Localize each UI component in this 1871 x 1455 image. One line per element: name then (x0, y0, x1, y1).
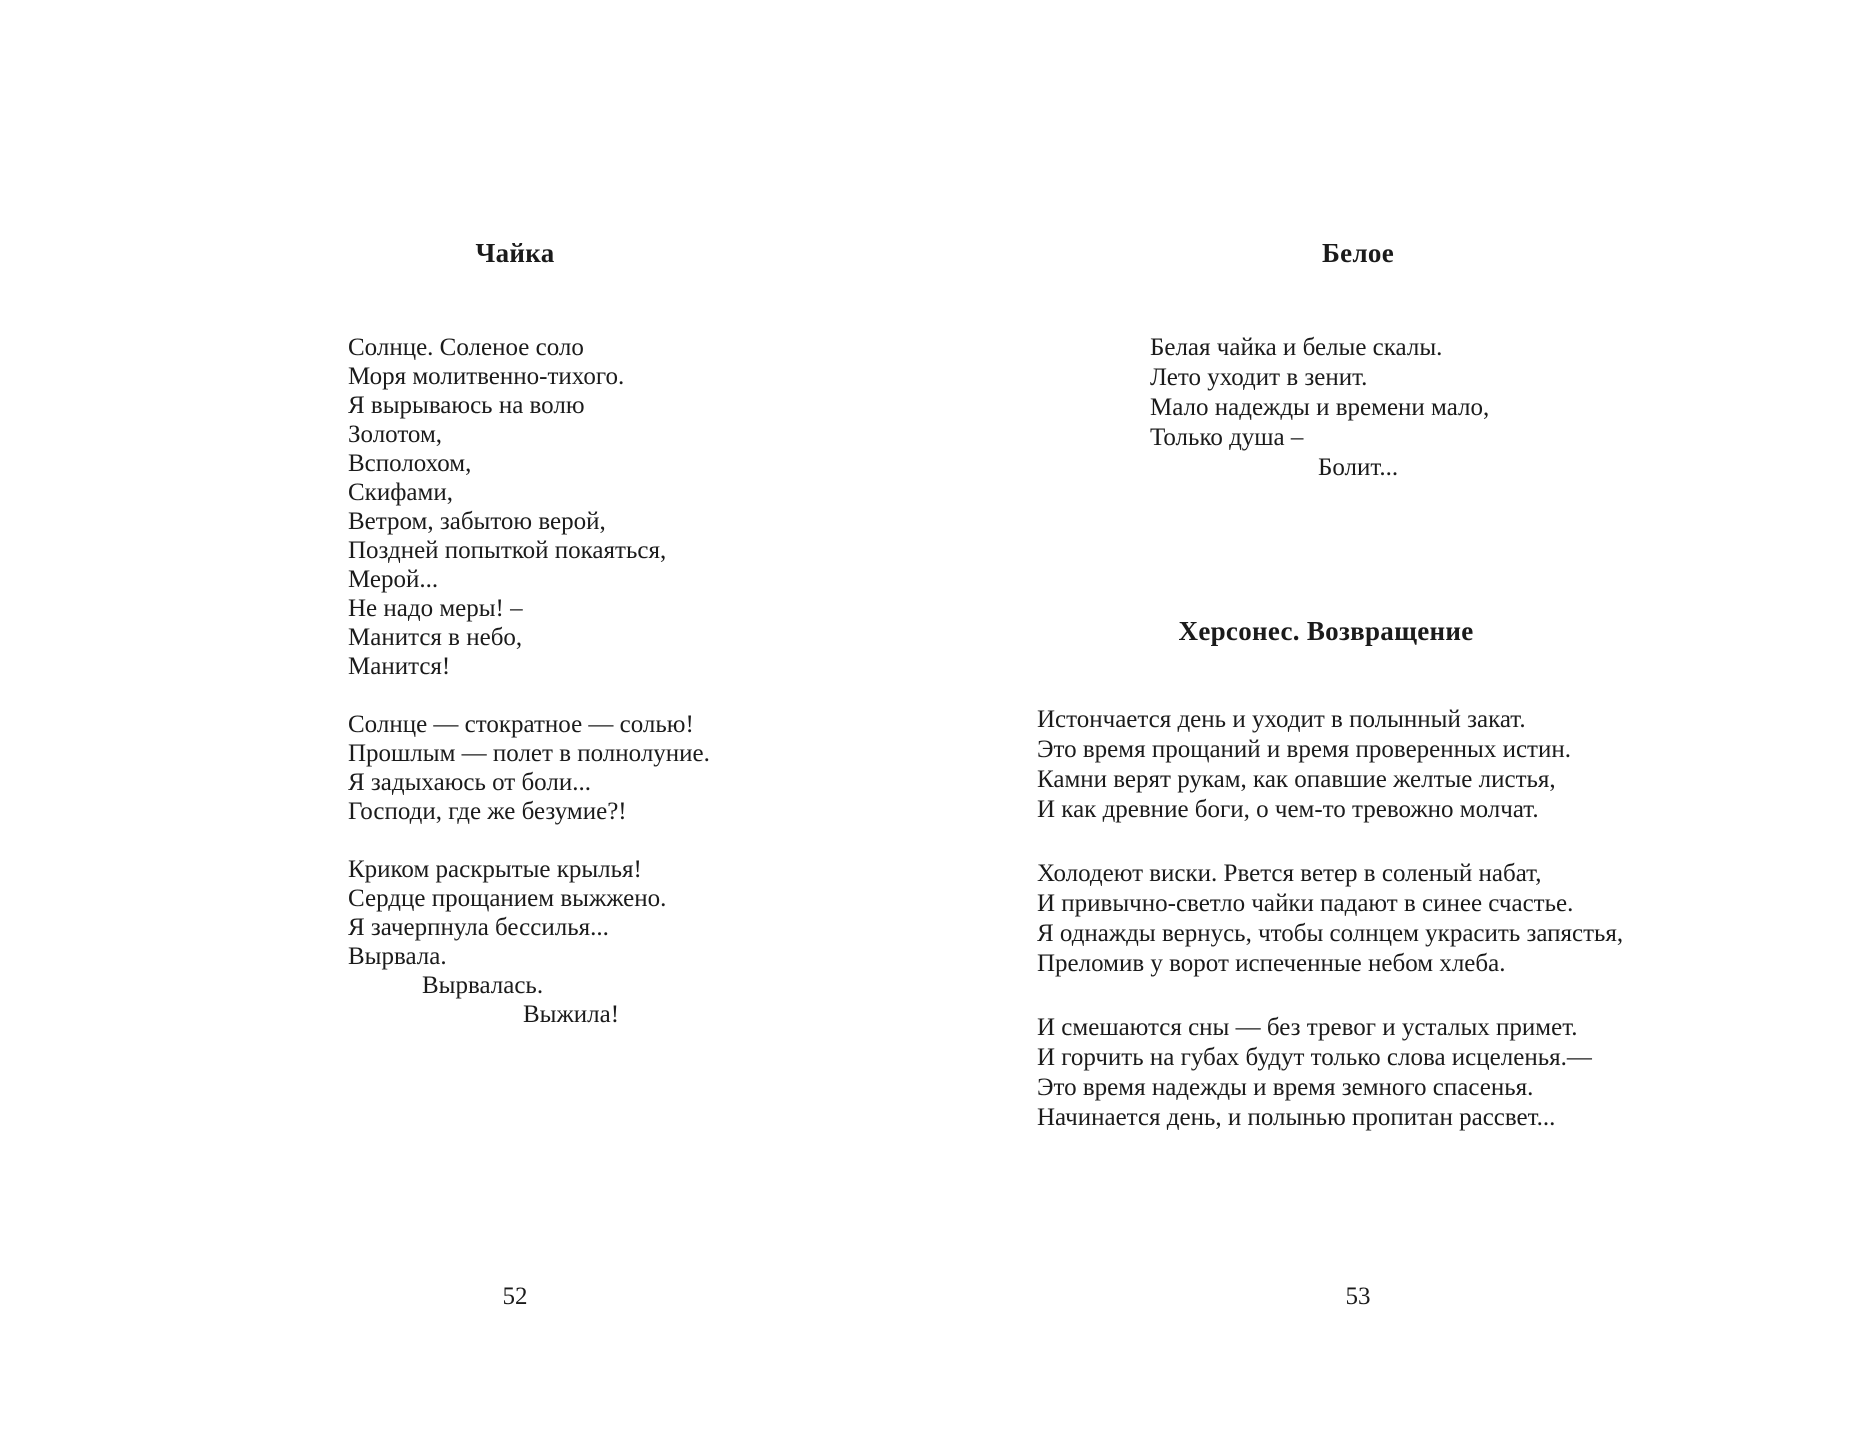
poem-body-chaika (348, 333, 908, 1029)
poem-line: Болит... (1318, 454, 1399, 481)
poem-line: Золотом, (348, 421, 443, 448)
poem-line: Истончается день и уходит в полынный закат. (1037, 706, 1526, 733)
poem-line: Вырвалась. (422, 972, 544, 999)
poem-line: И как древние боги, о чем-то тревожно молчат. (1037, 796, 1539, 823)
stanza (1037, 1013, 1737, 1133)
poem-body-khersones (1037, 705, 1737, 1133)
poem-line: Начинается день, и полынью пропитан рассвет... (1037, 1104, 1556, 1131)
poem-line: Холодеют виски. Рвется ветер в соленый набат, (1037, 860, 1542, 887)
poem-line: Солнце — стократное — солью! (348, 711, 694, 738)
stanza (1150, 333, 1710, 483)
poem-title-khersones: Херсонес. Возвращение (1178, 616, 1474, 646)
poem-line: Я задыхаюсь от боли... (348, 769, 591, 796)
poem-line: Это время надежды и время земного спасенья. (1037, 1074, 1534, 1101)
poem-line: Сердце прощанием выжжено. (348, 885, 667, 912)
poem-line: Мало надежды и времени мало, (1150, 394, 1490, 421)
stanza (348, 333, 908, 681)
poem-line: Поздней попыткой покаяться, (348, 537, 667, 564)
poem-line: И горчить на губах будут только слова исцеленья.— (1037, 1044, 1592, 1071)
poem-line: Это время прощаний и время проверенных истин. (1037, 736, 1571, 763)
poem-line: Манится! (348, 653, 451, 680)
poem-line: И смешаются сны — без тревог и усталых примет. (1037, 1014, 1578, 1041)
poem-line: Прошлым — полет в полнолуние. (348, 740, 710, 767)
poem-line: Моря молитвенно-тихого. (348, 363, 625, 390)
page-number-right: 53 (1345, 1283, 1371, 1310)
poem-line: Манится в небо, (348, 624, 523, 651)
poem-title-chaika: Чайка (475, 238, 555, 268)
poem-body-beloe (1150, 333, 1710, 483)
poem-line: Я однажды вернусь, чтобы солнцем украсить запястья, (1037, 920, 1624, 947)
poem-line: И привычно-светло чайки падают в синее счастье. (1037, 890, 1574, 917)
page-number-left: 52 (502, 1283, 528, 1310)
poem-line: Криком раскрытые крылья! (348, 856, 642, 883)
poem-line: Только душа – (1150, 424, 1304, 451)
stanza (1037, 705, 1737, 825)
poem-line: Белая чайка и белые скалы. (1150, 334, 1443, 361)
poem-line: Камни верят рукам, как опавшие желтые листья, (1037, 766, 1556, 793)
poem-line: Выжила! (523, 1001, 620, 1028)
poem-line: Всполохом, (348, 450, 472, 477)
poem-line: Я зачерпнула бессилья... (348, 914, 609, 941)
stanza (348, 855, 908, 1029)
stanza (1037, 859, 1737, 979)
poem-line: Скифами, (348, 479, 453, 506)
poem-line: Мерой... (348, 566, 439, 593)
poem-title-beloe: Белое (1322, 238, 1394, 268)
poem-line: Преломив у ворот испеченные небом хлеба. (1037, 950, 1506, 977)
poem-line: Солнце. Соленое соло (348, 334, 584, 361)
poem-line: Господи, где же безумие?! (348, 798, 627, 825)
stanza (348, 710, 908, 826)
poem-line: Ветром, забытою верой, (348, 508, 606, 535)
poem-line: Лето уходит в зенит. (1150, 364, 1368, 391)
poem-line: Вырвала. (348, 943, 447, 970)
poem-line: Не надо меры! – (348, 595, 523, 622)
poem-line: Я вырываюсь на волю (348, 392, 585, 419)
